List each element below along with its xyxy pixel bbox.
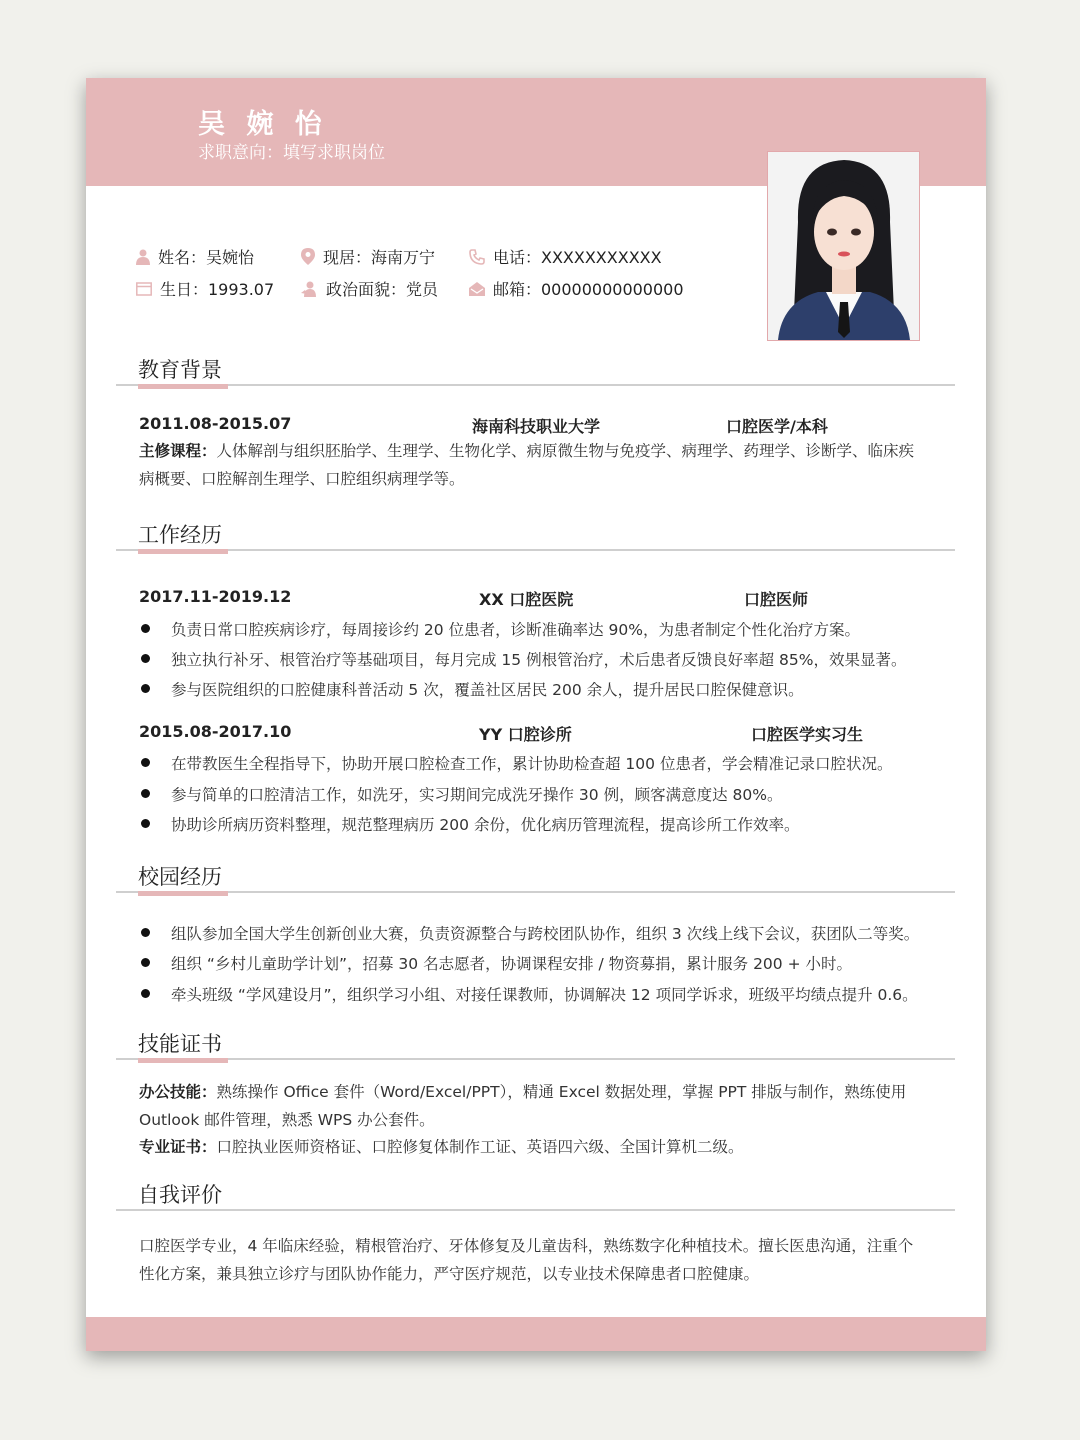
bullet-text: 负责日常口腔疾病诊疗，每周接诊约 20 位患者，诊断准确率达 90%，为患者制定个性化治疗方案。 — [171, 621, 860, 639]
person-icon — [136, 249, 150, 265]
section-divider — [116, 549, 955, 551]
bullet-text: 参与简单的口腔清洁工作，如洗牙，实习期间完成洗牙操作 30 例，顾客满意度达 80%。 — [171, 786, 783, 804]
job-period: 2015.08-2017.10 — [139, 722, 292, 741]
education-major: 口腔医学/本科 — [726, 417, 828, 436]
courses-line-2: 病概要、口腔解剖生理学、口腔组织病理学等。 — [139, 469, 465, 488]
footer-band — [86, 1317, 986, 1351]
info-birth — [136, 277, 274, 300]
section-divider — [116, 1209, 955, 1211]
self-line-2: 性化方案，兼具独立诊疗与团队协作能力，严守医疗规范，以专业技术保障患者口腔健康。 — [139, 1264, 760, 1283]
phone-icon — [469, 249, 485, 265]
section-divider — [116, 384, 955, 386]
bullet-text: 组队参加全国大学生创新创业大赛，负责资源整合与跨校团队协作，组织 3 次线上线下会议，获团队二等奖。 — [171, 925, 920, 943]
calendar-icon — [136, 281, 152, 296]
candidate-name: 吴 婉 怡 — [198, 109, 328, 140]
job-role: 口腔医学实习生 — [751, 725, 864, 744]
cert-label: 专业证书： — [139, 1138, 217, 1156]
office-line-1: 熟练操作 Office 套件（Word/Excel/PPT），精通 Excel 数据处理，掌握 PPT 排版与制作，熟练使用 — [216, 1083, 907, 1101]
bullet-text: 独立执行补牙、根管治疗等基础项目，每月完成 15 例根管治疗，术后患者反馈良好率超 85%，效果显著。 — [171, 651, 907, 669]
bullet-text: 协助诊所病历资料整理，规范整理病历 200 余份，优化病历管理流程，提高诊所工作效率。 — [171, 816, 800, 834]
info-birth-text: 生日：1993.07 — [160, 280, 275, 299]
bullet-dot — [141, 758, 150, 767]
section-accent — [138, 1058, 228, 1063]
section-accent — [138, 891, 228, 896]
info-politics-text: 政治面貌：党员 — [326, 280, 439, 299]
profile-photo — [767, 151, 920, 341]
bullet-text: 在带教医生全程指导下，协助开展口腔检查工作，累计协助检查超 100 位患者，学会精准记录口腔状况。 — [171, 755, 893, 773]
bullet-dot — [141, 684, 150, 693]
resume-page — [86, 78, 986, 1351]
courses-label: 主修课程： — [139, 442, 217, 460]
section-accent — [138, 384, 228, 389]
info-residence-text: 现居：海南万宁 — [323, 248, 436, 267]
office-line-2: Outlook 邮件管理，熟悉 WPS 办公套件。 — [139, 1110, 435, 1129]
section-title: 工作经历 — [138, 523, 222, 547]
section-divider — [116, 891, 955, 893]
bullet-dot — [141, 789, 150, 798]
info-phone — [469, 245, 662, 268]
info-email-text: 邮箱：00000000000000 — [493, 280, 684, 299]
bullet-text: 牵头班级 “学风建设月”，组织学习小组、对接任课教师，协调解决 12 项同学诉求，班级平均绩点提升 0.6。 — [171, 986, 918, 1004]
job-org: XX 口腔医院 — [479, 590, 574, 609]
bullet-dot — [141, 989, 150, 998]
education-courses — [139, 438, 949, 493]
section-accent — [138, 549, 228, 554]
bullet-text: 参与医院组织的口腔健康科普活动 5 次，覆盖社区居民 200 余人，提升居民口腔保健意识。 — [171, 681, 804, 699]
location-icon — [301, 248, 315, 265]
politics-icon — [301, 281, 318, 297]
self-evaluation — [139, 1233, 949, 1288]
job-org: YY 口腔诊所 — [479, 725, 572, 744]
job-role: 口腔医师 — [744, 590, 809, 609]
courses-line-1: 人体解剖与组织胚胎学、生理学、生物化学、病原微生物与免疫学、病理学、药理学、诊断学、临床疾 — [216, 442, 915, 460]
bullet-dot — [141, 928, 150, 937]
info-phone-text: 电话：XXXXXXXXXXX — [493, 248, 662, 267]
info-residence — [301, 245, 435, 268]
bullet-dot — [141, 958, 150, 967]
education-school: 海南科技职业大学 — [472, 417, 601, 436]
section-divider — [116, 1058, 955, 1060]
bullet-dot — [141, 624, 150, 633]
info-name — [136, 245, 254, 268]
section-title: 校园经历 — [138, 865, 222, 889]
self-line-1: 口腔医学专业，4 年临床经验，精根管治疗、牙体修复及儿童齿科，熟练数字化种植技术。擅长医患沟通，注重个 — [139, 1237, 914, 1255]
job-intent: 求职意向：填写求职岗位 — [198, 143, 385, 163]
cert-text: 口腔执业医师资格证、口腔修复体制作工证、英语四六级、全国计算机二级。 — [216, 1138, 744, 1156]
info-politics — [301, 277, 438, 300]
bullet-dot — [141, 819, 150, 828]
bullet-dot — [141, 654, 150, 663]
info-name-text: 姓名：吴婉怡 — [158, 248, 255, 267]
education-period: 2011.08-2015.07 — [139, 414, 292, 433]
mail-icon — [469, 282, 485, 296]
info-email — [469, 277, 684, 300]
office-label: 办公技能： — [139, 1083, 217, 1101]
skills-office — [139, 1079, 949, 1162]
section-title: 自我评价 — [138, 1183, 222, 1207]
job-period: 2017.11-2019.12 — [139, 587, 292, 606]
section-title: 教育背景 — [138, 358, 222, 382]
section-title: 技能证书 — [138, 1032, 222, 1056]
bullet-text: 组织 “乡村儿童助学计划”，招募 30 名志愿者，协调课程安排 / 物资募捐，累计服务 200 + 小时。 — [171, 955, 852, 973]
